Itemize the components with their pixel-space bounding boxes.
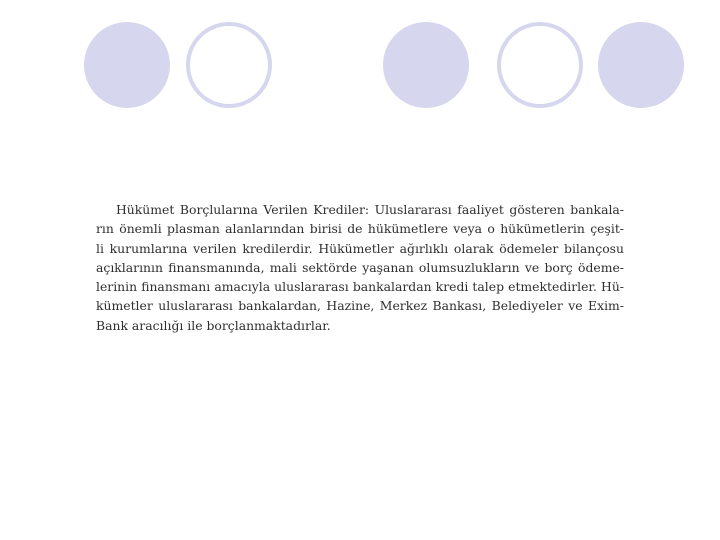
decorative-circle-2 xyxy=(186,22,272,108)
paragraph-line: rın önemli plasman alanlarından birisi de hükümetlere veya o hükümetlerin çeşit- xyxy=(96,221,624,237)
paragraph-line: lerinin finansmanı amacıyla uluslararası bankalardan kredi talep etmektedirler. Hü- xyxy=(96,279,624,295)
paragraph-line: Bank aracılığı ile borçlanmaktadırlar. xyxy=(96,317,331,333)
paragraph-line: li kurumlarına verilen kredilerdir. Hükümetler ağırlıklı olarak ödemeler bilançosu xyxy=(96,240,624,256)
body-paragraph xyxy=(96,200,624,335)
decorative-circle-1 xyxy=(84,22,170,108)
decorative-circle-4 xyxy=(497,22,583,108)
paragraph-line: açıklarının finansmanında, mali sektörde yaşanan olumsuzlukların ve borç ödeme- xyxy=(96,259,624,275)
paragraph-line: kümetler uluslararası bankalardan, Hazine, Merkez Bankası, Belediyeler ve Exim- xyxy=(96,298,624,314)
decorative-circle-3 xyxy=(383,22,469,108)
decorative-circle-5 xyxy=(598,22,684,108)
paragraph-line: Hükümet Borçlularına Verilen Krediler: Uluslararası faaliyet gösteren bankala- xyxy=(116,202,624,217)
